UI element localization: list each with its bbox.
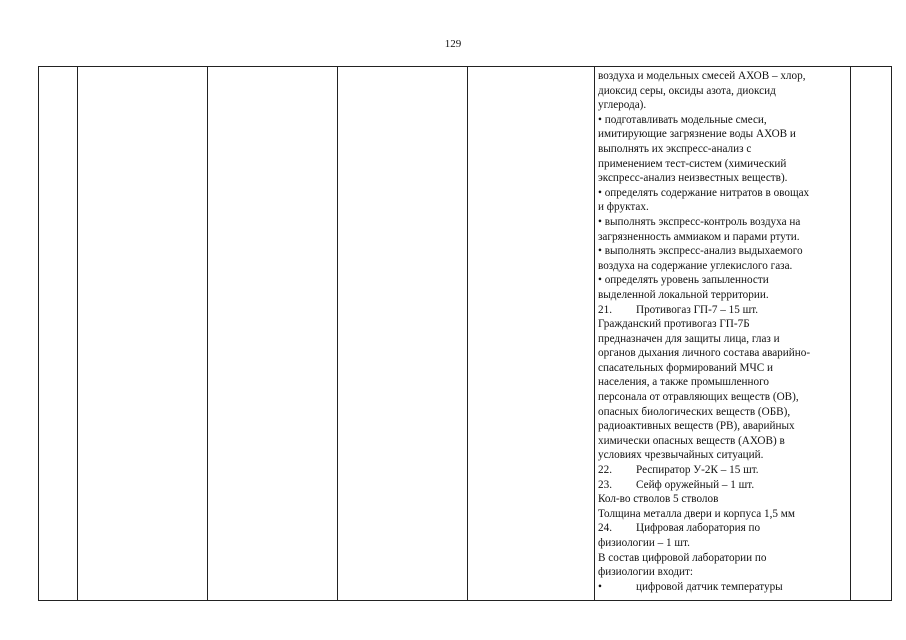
line-text: Кол-во стволов 5 стволов [598, 493, 719, 506]
line-text: Цифровая лаборатория по [636, 522, 761, 535]
description-line [598, 332, 846, 347]
description-line [598, 84, 846, 99]
line-text: спасательных формирований МЧС и [598, 361, 773, 374]
description-line [598, 113, 846, 128]
description-line [598, 434, 846, 449]
line-text: В состав цифровой лаборатории по [598, 551, 767, 564]
line-text: населения, а также промышленного [598, 376, 770, 389]
description-line [598, 507, 846, 522]
line-text: воздуха на содержание углекислого газа. [598, 259, 793, 272]
description-line [598, 492, 846, 507]
description-line [598, 200, 846, 215]
line-text: химически опасных веществ (АХОВ) в [598, 434, 785, 447]
description-line [598, 361, 846, 376]
description-line [598, 127, 846, 142]
table-cell-name [78, 67, 208, 601]
line-text: углерода). [598, 99, 647, 112]
equipment-table [38, 66, 892, 601]
line-text: экспресс-анализ неизвестных веществ). [598, 172, 788, 185]
description-line [598, 186, 846, 201]
description-line [598, 288, 846, 303]
line-text: воздуха и модельных смесей АХОВ – хлор, [598, 70, 806, 82]
description-line [598, 171, 846, 186]
line-text: диоксид серы, оксиды азота, диоксид [598, 84, 776, 97]
line-text: Толщина металла двери и корпуса 1,5 мм [598, 507, 795, 520]
line-text: предназначен для защиты лица, глаз и [598, 332, 780, 345]
line-text: Противогаз ГП-7 – 15 шт. [636, 303, 759, 316]
table-cell-col-4 [338, 67, 468, 601]
line-text: • подготавливать модельные смеси, [598, 113, 767, 126]
description-line [598, 521, 846, 536]
description-line [598, 317, 846, 332]
description-line [598, 273, 846, 288]
item-number: 21. [598, 303, 612, 316]
table-cell-col-7 [851, 67, 892, 601]
line-text: применением тест-систем (химический [598, 157, 787, 170]
line-text: Респиратор У-2К – 15 шт. [636, 464, 759, 477]
line-text: условиях чрезвычайных ситуаций. [598, 449, 764, 462]
description-line [598, 98, 846, 113]
line-text: цифровой датчик температуры [636, 580, 783, 593]
description-line [598, 419, 846, 434]
line-text: имитирующие загрязнение воды АХОВ и [598, 128, 796, 141]
line-text: опасных биологических веществ (ОБВ), [598, 405, 791, 418]
table-row [39, 67, 892, 601]
line-text: Гражданский противогаз ГП-7Б [598, 318, 750, 331]
table-cell-col-3 [208, 67, 338, 601]
line-text: • выполнять экспресс-анализ выдыхаемого [598, 245, 803, 258]
line-text: и фруктах. [598, 201, 649, 214]
description-line [598, 390, 846, 405]
equipment-description [595, 67, 850, 594]
line-text: • определять уровень запыленности [598, 274, 769, 287]
line-text: • определять содержание нитратов в овощах [598, 186, 810, 199]
description-line [598, 244, 846, 259]
description-line [598, 580, 846, 595]
description-line [598, 303, 846, 318]
line-text: радиоактивных веществ (РВ), аварийных [598, 420, 795, 433]
description-line [598, 536, 846, 551]
description-line [598, 565, 846, 580]
line-text: физиологии входит: [598, 566, 694, 579]
description-line [598, 69, 846, 84]
table-cell-col-5 [468, 67, 595, 601]
line-text: Сейф оружейный – 1 шт. [636, 478, 755, 491]
description-line [598, 215, 846, 230]
line-text: загрязненность аммиаком и парами ртути. [598, 230, 800, 243]
line-text: выделенной локальной территории. [598, 288, 769, 301]
line-text: • выполнять экспресс-контроль воздуха на [598, 215, 801, 228]
description-line [598, 405, 846, 420]
item-number: 23. [598, 478, 612, 491]
table-cell-number [39, 67, 78, 601]
page-number: 129 [444, 38, 462, 50]
line-text: персонала от отравляющих веществ (ОВ), [598, 391, 799, 404]
item-number: • [598, 580, 602, 593]
item-number: 22. [598, 464, 612, 477]
description-line [598, 448, 846, 463]
item-number: 24. [598, 522, 612, 535]
line-text: физиологии – 1 шт. [598, 537, 690, 549]
description-line [598, 259, 846, 274]
description-line [598, 157, 846, 172]
description-line [598, 478, 846, 493]
description-line [598, 551, 846, 566]
table-cell-description [595, 67, 851, 601]
description-line [598, 142, 846, 157]
description-line [598, 375, 846, 390]
line-text: выполнять их экспресс-анализ с [598, 142, 752, 155]
description-line [598, 230, 846, 245]
description-line [598, 346, 846, 361]
description-line [598, 463, 846, 478]
line-text: органов дыхания личного состава аварийно- [598, 347, 811, 360]
